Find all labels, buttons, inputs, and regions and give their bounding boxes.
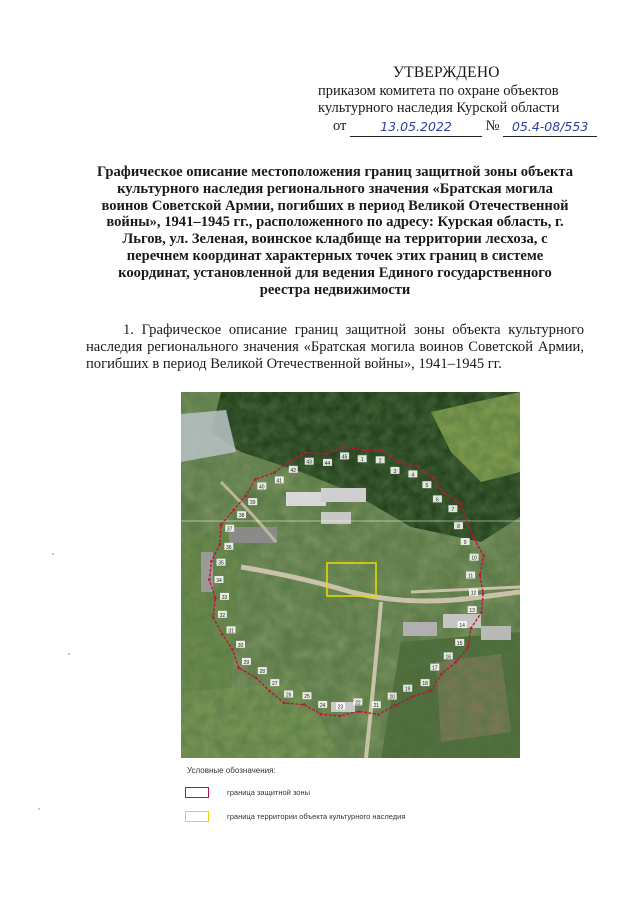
scan-speck [52, 553, 54, 555]
point-label: 42 [290, 467, 297, 474]
boundary-point [320, 713, 323, 716]
point-label: 17 [432, 665, 438, 672]
boundary-point [470, 627, 473, 630]
boundary-point [221, 633, 224, 636]
aerial-map [181, 392, 520, 758]
boundary-point [466, 521, 469, 524]
scan-speck [68, 653, 70, 655]
boundary-point [303, 703, 306, 706]
point-label: 35 [218, 560, 224, 567]
point-label: 45 [341, 454, 348, 461]
boundary-point [219, 543, 222, 546]
point-label: 40 [259, 484, 265, 491]
legend-swatch-yellow [185, 811, 209, 822]
point-label: 36 [226, 544, 232, 551]
approval-number: 05.4-08/553 [511, 119, 589, 134]
approval-block [0, 0, 640, 140]
section-1-paragraph: 1. Графическое описание границ защитной зоны объекта культурного наследия регионального значения «Братская могила воинов Советской Армии, погибших в период Великой Отечественной войны», 1941–1945 гг. [86, 322, 584, 373]
boundary-point [283, 702, 286, 705]
point-label: 13 [469, 608, 475, 615]
boundary-point [397, 461, 400, 464]
aerial-map-svg [181, 392, 520, 758]
point-label: 7 [451, 507, 455, 514]
boundary-point [411, 695, 414, 698]
point-label: 8 [457, 524, 460, 531]
point-label: 31 [228, 628, 234, 635]
boundary-point [473, 538, 476, 541]
boundary-point [430, 689, 433, 692]
point-label: 41 [276, 478, 283, 485]
boundary-point [268, 690, 271, 693]
map-legend [185, 766, 485, 836]
boundary-point [394, 704, 397, 707]
boundary-point [210, 560, 213, 563]
point-label: 24 [319, 702, 326, 709]
point-label: 19 [404, 686, 411, 693]
point-label: 20 [389, 694, 395, 701]
building-2 [321, 488, 366, 502]
point-label: 30 [237, 642, 244, 649]
approval-line-2: культурного наследия Курской области [318, 100, 560, 116]
boundary-point [443, 492, 446, 495]
point-label: 28 [259, 669, 266, 676]
point-label: 32 [219, 612, 226, 619]
boundary-point [339, 715, 342, 718]
point-label: 27 [272, 681, 278, 688]
approval-title: УТВЕРЖДЕНО [393, 64, 500, 81]
boundary-point [305, 451, 308, 454]
boundary-point [460, 503, 463, 506]
boundary-point [480, 611, 483, 614]
legend-swatch-red [185, 787, 209, 798]
approval-date-field [350, 119, 482, 137]
point-label: 12 [470, 590, 477, 597]
boundary-point [214, 597, 217, 600]
point-label: 9 [463, 540, 467, 546]
point-label: 34 [216, 578, 222, 584]
point-label: 38 [238, 513, 245, 520]
point-label: 43 [306, 459, 312, 466]
point-label: 3 [393, 468, 397, 475]
date-prefix: от [333, 118, 347, 134]
boundary-point [479, 574, 482, 577]
boundary-point [288, 460, 291, 463]
boundary-point [231, 648, 234, 651]
building-7 [481, 626, 511, 640]
building-4 [321, 512, 351, 524]
boundary-point [381, 450, 384, 453]
point-label: 33 [221, 594, 228, 601]
boundary-point [232, 509, 235, 512]
boundary-point [343, 446, 346, 449]
boundary-point [440, 673, 443, 676]
point-label: 23 [337, 704, 344, 711]
boundary-point [467, 646, 470, 649]
point-label: 11 [467, 573, 474, 580]
boundary-point [358, 710, 361, 713]
point-label: 4 [411, 472, 415, 479]
point-label: 10 [471, 555, 477, 562]
number-prefix: № [485, 118, 500, 134]
boundary-point [255, 677, 258, 680]
approval-line-1: приказом комитета по охране объектов [318, 83, 559, 99]
approval-number-field [503, 119, 597, 137]
building-1 [286, 492, 326, 506]
boundary-point [273, 471, 276, 474]
boundary-point [377, 713, 380, 716]
point-label: 37 [226, 526, 233, 533]
boundary-point [455, 661, 458, 664]
point-label: 22 [355, 700, 361, 707]
building-8 [201, 552, 213, 592]
point-label: 16 [445, 654, 452, 661]
point-label: 29 [243, 659, 250, 666]
boundary-point [432, 477, 435, 480]
scan-speck [38, 808, 40, 810]
boundary-point [220, 523, 223, 526]
point-label: 2 [378, 458, 382, 465]
boundary-point [417, 465, 420, 468]
approval-date: 13.05.2022 [380, 119, 452, 134]
point-label: 6 [436, 497, 439, 504]
point-label: 25 [304, 694, 310, 701]
boundary-point [362, 449, 365, 452]
boundary-point [482, 555, 485, 558]
point-label: 5 [425, 483, 429, 490]
approval-date-line [333, 118, 597, 136]
image-seam [181, 520, 520, 522]
point-label: 1 [360, 457, 364, 464]
point-label: 15 [456, 640, 463, 647]
boundary-point [325, 453, 328, 456]
point-label: 26 [285, 692, 292, 699]
point-label: 14 [459, 623, 465, 630]
point-label: 18 [422, 681, 428, 688]
building-5 [403, 622, 437, 636]
point-label: 44 [324, 460, 331, 467]
boundary-point [208, 579, 211, 582]
boundary-point [254, 478, 257, 481]
boundary-point [212, 616, 215, 619]
point-label: 21 [373, 703, 380, 710]
legend-label-zone: граница защитной зоны [227, 788, 311, 797]
legend-label-territory: граница территории объекта культурного наследия [227, 812, 406, 821]
boundary-point [482, 592, 485, 595]
boundary-point [244, 495, 247, 498]
legend-title: Условные обозначения: [187, 766, 276, 775]
boundary-point [238, 667, 241, 670]
point-label: 39 [249, 500, 256, 507]
document-heading: Графическое описание местоположения границ защитной зоны объекта культурного наследия регионального значения «Братская могила воинов Советской Армии, погибших в период Великой Отечественной войны», 1941–1945 гг., расположенного по адресу: Курская область, г. Льгов, ул. Зеленая, воинское кладбище на территории лесхоза, с перечнем координат характерных точек этих границ в системе координат, установленной для ведения Единого государственного реестра недвижимости [96, 164, 574, 298]
